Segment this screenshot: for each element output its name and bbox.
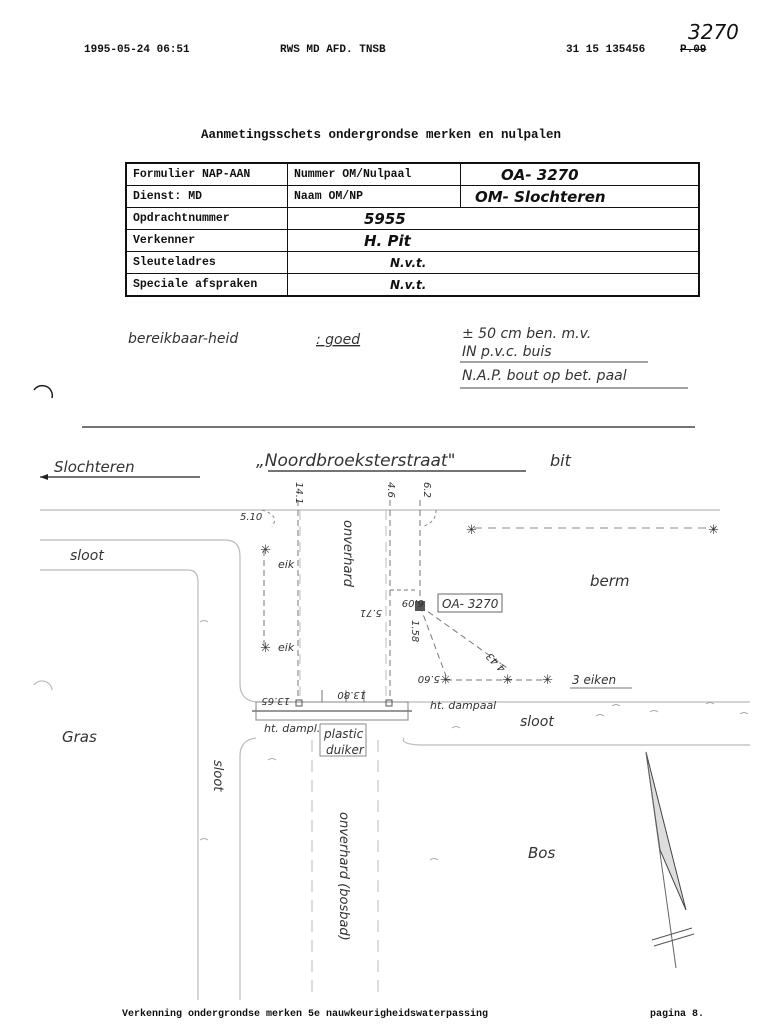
tree-icon: ✳ — [260, 640, 271, 655]
measurement: 5.71 — [359, 607, 382, 618]
forest-label: Bos — [528, 844, 556, 862]
unpaved-label-top: onverhard — [340, 520, 355, 588]
form-value-om-number: OA- 3270 — [461, 163, 700, 186]
ditch-label-left: sloot — [210, 760, 225, 792]
culvert-label: plastic — [324, 727, 364, 741]
street-name: „Noordbroeksterstraat" — [256, 451, 456, 471]
form-title: Aanmetingsschets ondergrondse merken en nulpalen — [200, 128, 562, 142]
form-value-key-address: N.v.t. — [288, 252, 700, 274]
measurement: 5.10 — [240, 512, 263, 523]
fax-number: 31 15 135456 — [566, 44, 646, 56]
tree-label: eik — [278, 558, 295, 571]
form-label: Dienst: MD — [126, 186, 288, 208]
form-label: Opdrachtnummer — [126, 208, 288, 230]
punch-hole-icon — [34, 681, 52, 690]
footer-left: Verkenning ondergrondse merken 5e nauwkeurigheidswaterpassing — [122, 1009, 489, 1020]
form-value-om-name: OM- Slochteren — [461, 186, 700, 208]
pole-marker — [386, 700, 392, 706]
ditch-label-right: sloot — [520, 714, 554, 730]
measurement: 5.60 — [417, 673, 440, 684]
verge-label: berm — [590, 572, 630, 590]
page-number: 3270 — [688, 20, 739, 44]
measurement: 6.2 — [421, 482, 432, 498]
street-surface: bit — [550, 451, 571, 470]
form-value-order-number: 5955 — [288, 208, 700, 230]
tree-icon: ✳ — [260, 542, 271, 557]
tree-icon: ✳ — [542, 672, 553, 687]
form-label: Formulier NAP-AAN — [126, 163, 288, 186]
fax-datetime: 1995-05-24 06:51 — [84, 44, 190, 56]
measurement: 1.58 — [409, 620, 420, 643]
measurement: 13.80 — [337, 689, 366, 700]
tree-label: eik — [278, 641, 295, 654]
form-label: Sleuteladres — [126, 252, 288, 274]
fax-sender: RWS MD AFD. TNSB — [280, 44, 386, 56]
measurement: 4.6 — [385, 482, 396, 498]
form-label-2: Naam OM/NP — [288, 186, 461, 208]
tree-icon: ✳ — [708, 522, 719, 537]
tree-icon: ✳ — [466, 522, 477, 537]
form-label: Verkenner — [126, 230, 288, 252]
grass-label: Gras — [62, 728, 97, 746]
tree-icon: ✳ — [440, 672, 451, 687]
power-pole-label-left: ht. dampl. — [264, 722, 321, 735]
form-value-verkenner: H. Pit — [288, 230, 700, 252]
north-arrow-icon — [646, 752, 686, 910]
unpaved-label-bottom: onverhard (bosbad) — [336, 812, 351, 941]
measurement: 4.43 — [484, 650, 509, 674]
footer-right: pagina 8. — [650, 1009, 705, 1020]
measurement: 6.09 — [401, 597, 424, 608]
form-value-special: N.v.t. — [288, 274, 700, 297]
depth-note: ± 50 cm ben. m.v. — [462, 326, 592, 342]
form-label: Speciale afspraken — [126, 274, 288, 297]
punch-hole-icon — [34, 386, 52, 398]
three-oaks-label: 3 eiken — [572, 673, 617, 687]
pipe-note: IN p.v.c. buis — [462, 344, 552, 360]
measurement: 14.1 — [293, 482, 304, 505]
arrow-left-icon — [40, 474, 48, 480]
form-label-2: Nummer OM/Nulpaal — [288, 163, 461, 186]
direction-label: Slochteren — [54, 458, 135, 476]
ditch-label-top: sloot — [70, 548, 104, 564]
reachability-label: bereikbaar-heid — [128, 331, 239, 347]
power-pole-label: ht. dampaal — [430, 699, 497, 712]
reachability-value: : goed — [316, 332, 361, 348]
pole-marker — [296, 700, 302, 706]
marker-label: OA- 3270 — [442, 597, 499, 611]
culvert-label-2: duiker — [326, 743, 364, 757]
bolt-note: N.A.P. bout op bet. paal — [462, 368, 627, 384]
fax-page: P.09 — [680, 44, 707, 56]
tree-icon: ✳ — [502, 672, 513, 687]
measurement: 13.65 — [261, 695, 290, 706]
